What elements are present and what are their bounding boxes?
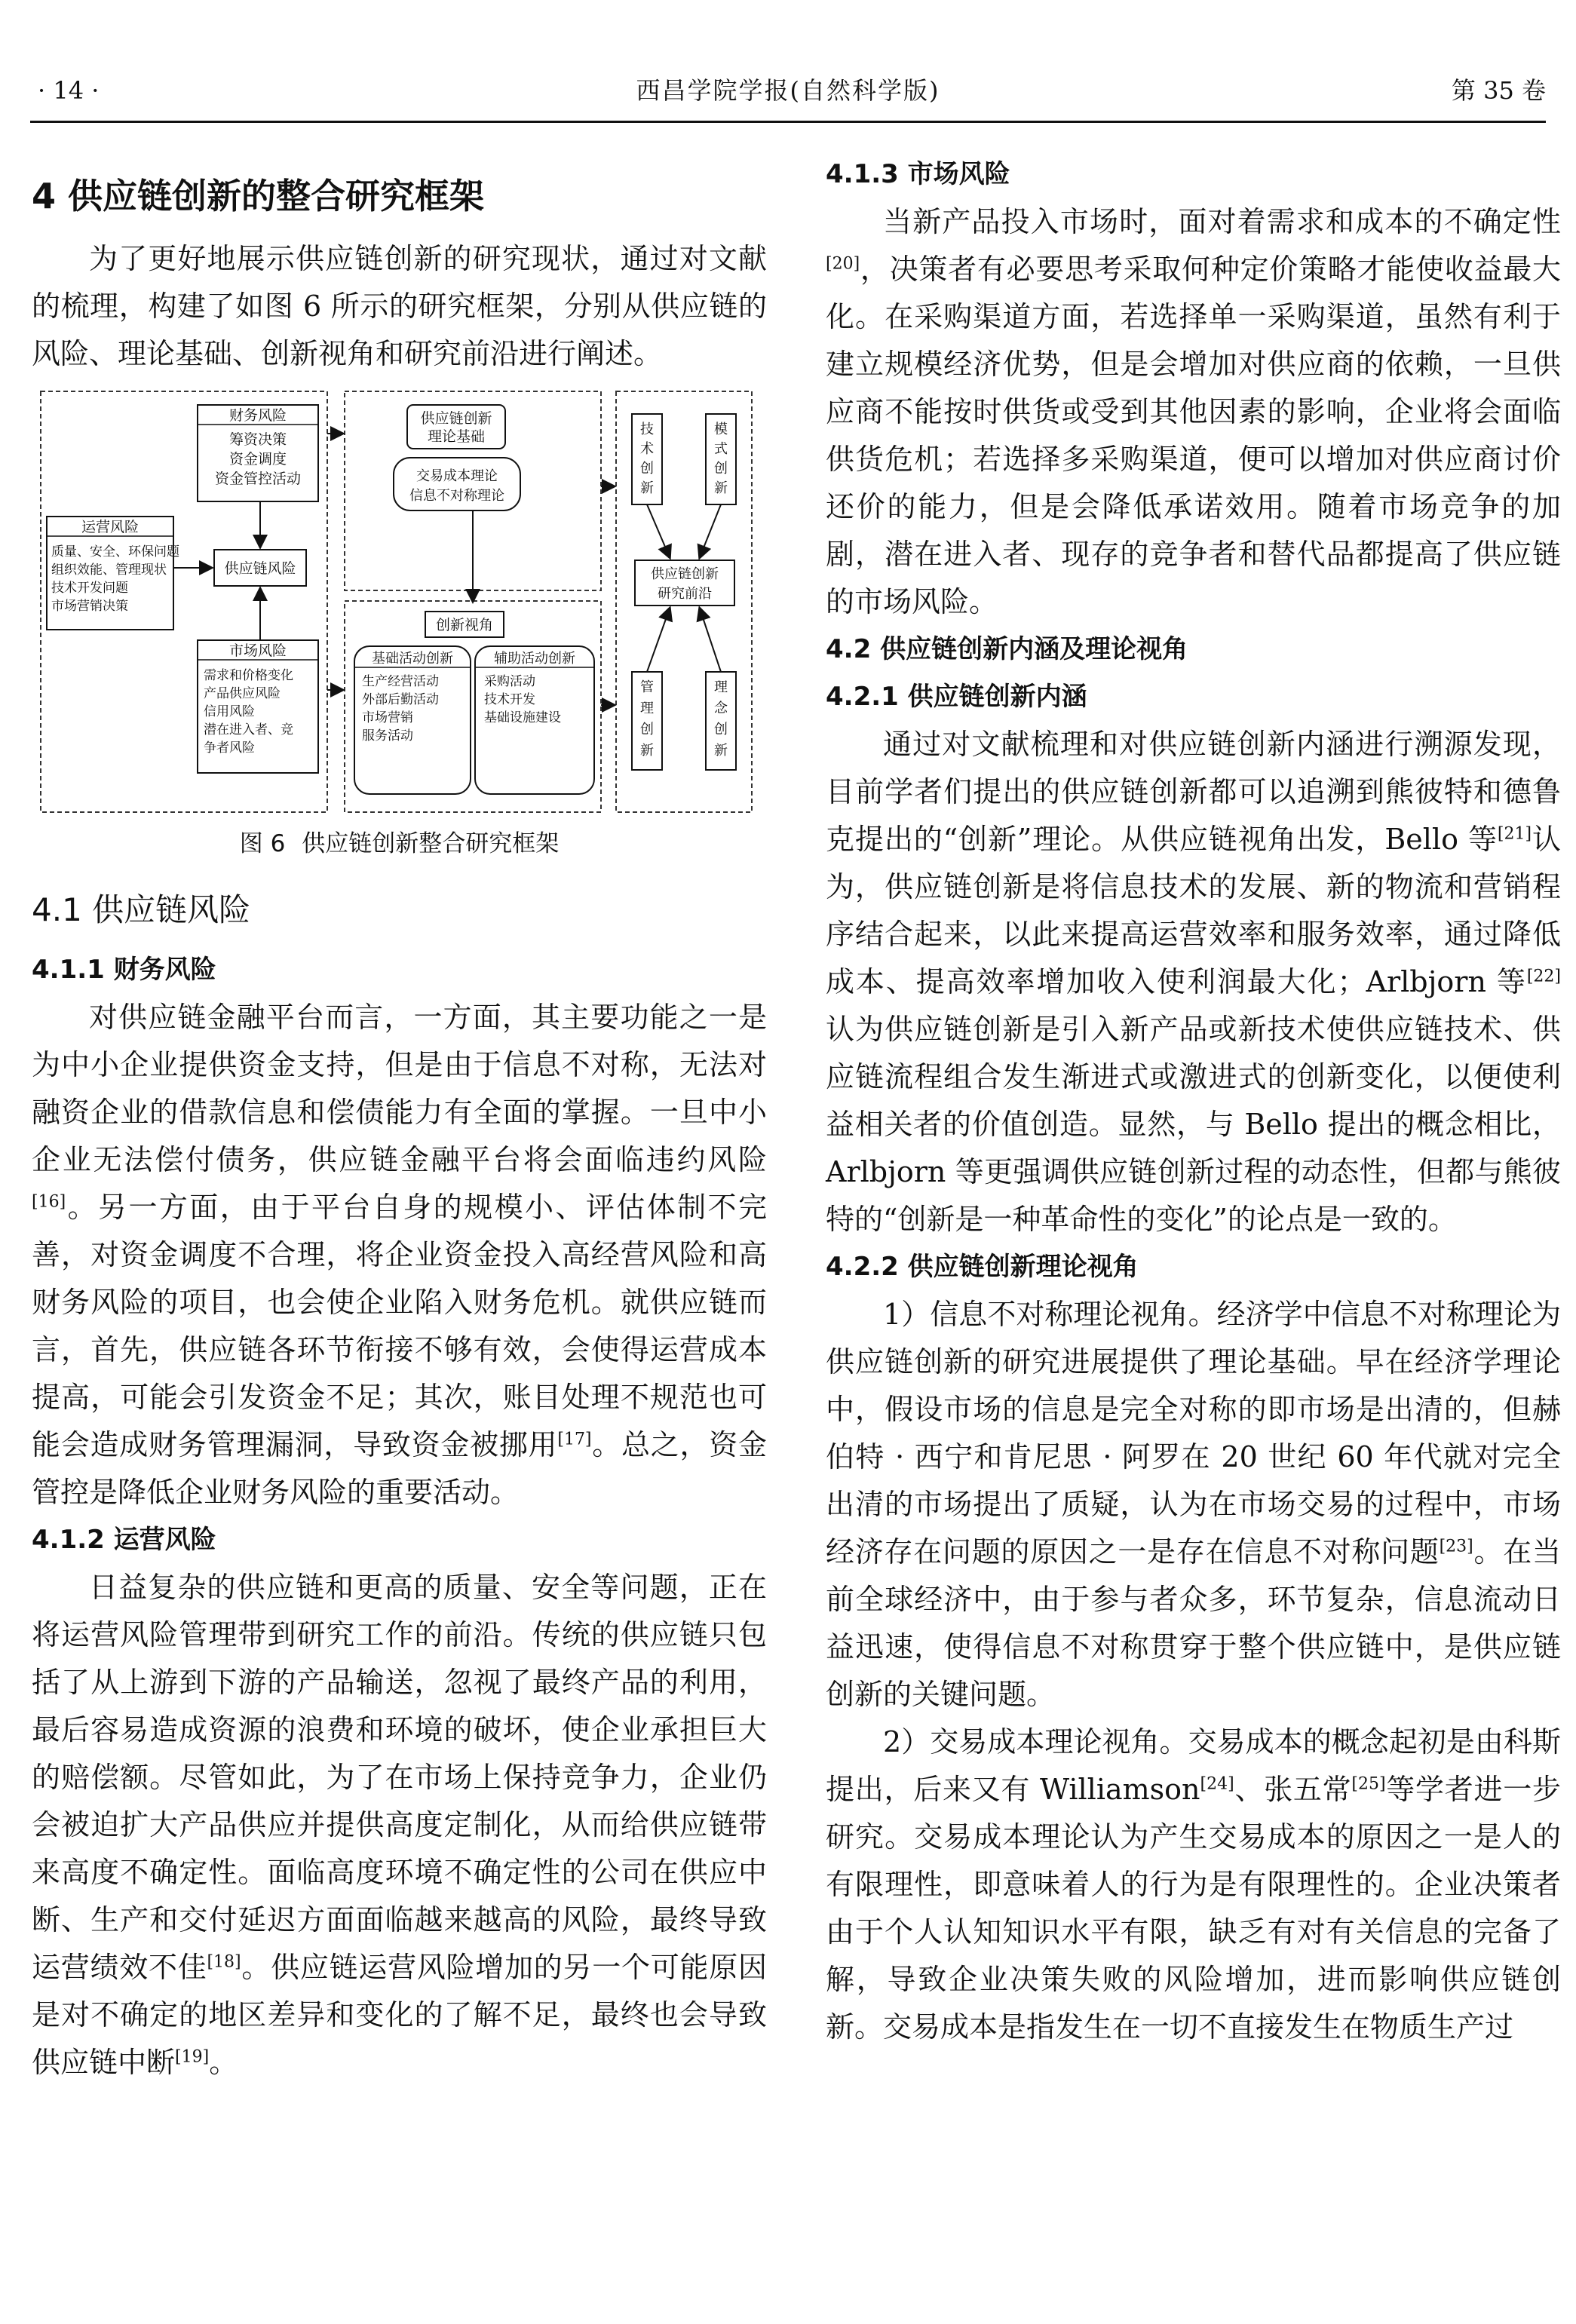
tech-innovation-char: 新	[640, 480, 654, 496]
finance-risk-item: 资金管控活动	[214, 471, 302, 487]
volume-number: 第 35 卷	[1451, 76, 1546, 105]
section-4-2-2-paragraph-2: 2）交易成本理论视角。交易成本的概念起初是由科斯提出，后来又有 Williamson[24]、张五常[25]等学者进一步研究。交易成本理论认为产生交易成本的原因之一是人的有限理性，即意味着人的行为是有限理性的。企业决策者由于个人认知知识水平有限，缺乏有对有关信息的完备了解，导致企业决策失败的风险增加，进而影响供应链创新。交易成本是指发生在一切不直接发生在物质生产过	[826, 1725, 1561, 2043]
concept-innovation-char: 新	[714, 743, 728, 759]
citation: [25]	[1351, 1774, 1386, 1794]
supply-chain-risk-label: 供应链风险	[224, 560, 296, 577]
right-column	[826, 151, 1561, 2051]
figure-caption	[32, 821, 767, 866]
section-4-2-1-title: 4.2.1 供应链创新内涵	[826, 682, 1087, 712]
left-column	[32, 151, 767, 2086]
market-risk-item: 潜在进入者、竞	[204, 722, 293, 737]
citation: [21]	[1497, 824, 1532, 844]
market-risk-item: 争者风险	[204, 740, 255, 756]
theory-title-line2: 理论基础	[427, 428, 486, 445]
header-rule	[30, 121, 1546, 123]
journal-title: 西昌学院学报(自然科学版)	[636, 76, 940, 105]
section-4-2-2-paragraph-1: 1）信息不对称理论视角。经济学中信息不对称理论为供应链创新的研究进展提供了理论基础。早在经济学理论中，假设市场的信息是完全对称的即市场是出清的，但赫伯特 · 西宁和肯尼思 · 阿罗在 20 世纪 60 年代就对完全出清的市场提出了质疑，认为在市场交易的过程中，市场经济存在问题的原因之一是存在信息不对称问题[23]。在当前全球经济中，由于参与者众多，环节复杂，信息流动日益迅速，使得信息不对称贯穿于整个供应链中，是供应链创新的关键问题。	[826, 1298, 1562, 1711]
citation: [18]	[207, 1952, 241, 1972]
theory-item: 信息不对称理论	[409, 488, 504, 504]
citation: [23]	[1439, 1537, 1473, 1556]
citation: [24]	[1200, 1774, 1234, 1794]
operation-risk-item: 质量、安全、环保问题	[51, 544, 179, 560]
frontier-title-line2: 研究前沿	[658, 586, 712, 602]
citation: [16]	[32, 1192, 66, 1212]
aux-activity-item: 技术开发	[484, 692, 535, 707]
market-risk-title: 市场风险	[228, 642, 287, 659]
theory-title-line1: 供应链创新	[420, 410, 492, 427]
section-4-1-title: 4.1 供应链风险	[32, 891, 251, 928]
model-innovation-char: 模	[714, 422, 728, 437]
concept-innovation-char: 创	[714, 722, 728, 737]
section-4-1-3-title: 4.1.3 市场风险	[826, 159, 1010, 189]
section-4-2-1-paragraph: 通过对文献梳理和对供应链创新内涵进行溯源发现，目前学者们提出的供应链创新都可以追溯到熊彼特和德鲁克提出的“创新”理论。从供应链视角出发，Bello 等[21]认为，供应链创新是将信息技术的发展、新的物流和营销程序结合起来，以此来提高运营效率和服务效率，通过降低成本、提高效率增加收入使利润最大化；Arlbjorn 等[22]认为供应链创新是引入新产品或新技术使供应链技术、供应链流程组合发生渐进式或激进式的创新变化，以便使利益相关者的价值创造。显然，与 Bello 提出的概念相比，Arlbjorn 等更强调供应链创新过程的动态性，但都与熊彼特的“创新是一种革命性的变化”的论点是一致的。	[826, 728, 1561, 1236]
section-4-1-1-title: 4.1.1 财务风险	[32, 955, 216, 985]
finance-risk-title: 财务风险	[228, 407, 287, 424]
section-4-1-1-paragraph: 对供应链金融平台而言，一方面，其主要功能之一是为中小企业提供资金支持，但是由于信息不对称，无法对融资企业的借款信息和偿债能力有全面的掌握。一旦中小企业无法偿付债务，供应链金融平台将会面临违约风险[16]。另一方面，由于平台自身的规模小、评估体制不完善，对资金调度不合理，将企业资金投入高经营风险和高财务风险的项目，也会使企业陷入财务危机。就供应链而言，首先，供应链各环节衔接不够有效，会使得运营成本提高，可能会引发资金不足；其次，账目处理不规范也可能会造成财务管理漏洞，导致资金被挪用[17]。总之，资金管控是降低企业财务风险的重要活动。	[32, 1001, 767, 1509]
citation: [20]	[826, 254, 860, 274]
frontier-title-line1: 供应链创新	[651, 566, 719, 582]
market-risk-item: 需求和价格变化	[204, 668, 293, 683]
tech-innovation-char: 创	[640, 461, 654, 477]
finance-risk-item: 筹资决策	[228, 431, 287, 448]
section-4-1-3-paragraph: 当新产品投入市场时，面对着需求和成本的不确定性[20]，决策者有必要思考采取何种定价策略才能使收益最大化。在采购渠道方面，若选择单一采购渠道，虽然有利于建立规模经济优势，但是会增加对供应商的依赖，一旦供应商不能按时供货或受到其他因素的影响，企业将会面临供货危机；若选择多采购渠道，便可以增加对供应商讨价还价的能力，但是会降低承诺效用。随着市场竞争的加剧，潜在进入者、现存的竞争者和替代品都提高了供应链的市场风险。	[826, 205, 1561, 618]
model-innovation-char: 式	[714, 441, 728, 457]
operation-risk-item: 技术开发问题	[51, 581, 128, 596]
citation: [17]	[557, 1430, 592, 1449]
basic-activity-title: 基础活动创新	[372, 651, 453, 667]
tech-innovation-char: 术	[640, 441, 654, 457]
model-innovation-char: 创	[714, 461, 728, 477]
basic-activity-item: 生产经营活动	[362, 674, 439, 689]
section-4-2-title: 4.2 供应链创新内涵及理论视角	[826, 634, 1188, 664]
figure-caption-number: 图 6	[239, 830, 286, 857]
operation-risk-title: 运营风险	[81, 519, 140, 535]
citation: [19]	[175, 2047, 210, 2067]
citation: [22]	[1526, 967, 1561, 986]
operation-risk-item: 组织效能、管理现状	[51, 563, 167, 578]
basic-activity-item: 外部后勤活动	[362, 692, 439, 707]
framework-diagram	[39, 388, 756, 818]
mgmt-innovation-char: 新	[640, 743, 654, 759]
section-4-intro: 为了更好地展示供应链创新的研究现状，通过对文献的梳理，构建了如图 6 所示的研究框架，分别从供应链的风险、理论基础、创新视角和研究前沿进行阐述。	[32, 242, 767, 370]
aux-activity-item: 采购活动	[484, 674, 535, 689]
section-4-2-2-title: 4.2.2 供应链创新理论视角	[826, 1252, 1139, 1282]
operation-risk-item: 市场营销决策	[51, 599, 128, 614]
innovation-view-title: 创新视角	[435, 617, 494, 633]
mgmt-innovation-char: 管	[640, 679, 654, 695]
figure-6	[32, 388, 767, 818]
section-4-title: 4 供应链创新的整合研究框架	[32, 176, 485, 216]
aux-activity-item: 基础设施建设	[484, 710, 561, 725]
theory-item: 交易成本理论	[416, 468, 498, 484]
concept-innovation-char: 念	[714, 701, 728, 716]
section-4-1-2-title: 4.1.2 运营风险	[32, 1525, 216, 1555]
section-4-1-2-paragraph: 日益复杂的供应链和更高的质量、安全等问题，正在将运营风险管理带到研究工作的前沿。传统的供应链只包括了从上游到下游的产品输送，忽视了最终产品的利用，最后容易造成资源的浪费和环境的破坏，使企业承担巨大的赔偿额。尽管如此，为了在市场上保持竞争力，企业仍会被迫扩大产品供应并提供高度定制化，从而给供应链带来高度不确定性。面临高度环境不确定性的公司在供应中断、生产和交付延迟方面面临越来越高的风险，最终导致运营绩效不佳[18]。供应链运营风险增加的另一个可能原因是对不确定的地区差异和变化的了解不足，最终也会导致供应链中断[19]。	[32, 1571, 767, 2079]
aux-activity-title: 辅助活动创新	[494, 651, 575, 667]
page-number: · 14 ·	[38, 76, 100, 105]
basic-activity-item: 市场营销	[362, 710, 413, 725]
running-header	[30, 66, 1546, 115]
market-risk-item: 信用风险	[204, 704, 255, 719]
tech-innovation-char: 技	[640, 422, 654, 437]
mgmt-innovation-char: 理	[640, 701, 654, 716]
mgmt-innovation-char: 创	[640, 722, 654, 737]
figure-caption-text: 供应链创新整合研究框架	[302, 830, 560, 857]
concept-innovation-char: 理	[714, 679, 728, 695]
finance-risk-item: 资金调度	[228, 451, 287, 468]
model-innovation-char: 新	[714, 480, 728, 496]
basic-activity-item: 服务活动	[362, 728, 413, 743]
market-risk-item: 产品供应风险	[204, 686, 281, 701]
